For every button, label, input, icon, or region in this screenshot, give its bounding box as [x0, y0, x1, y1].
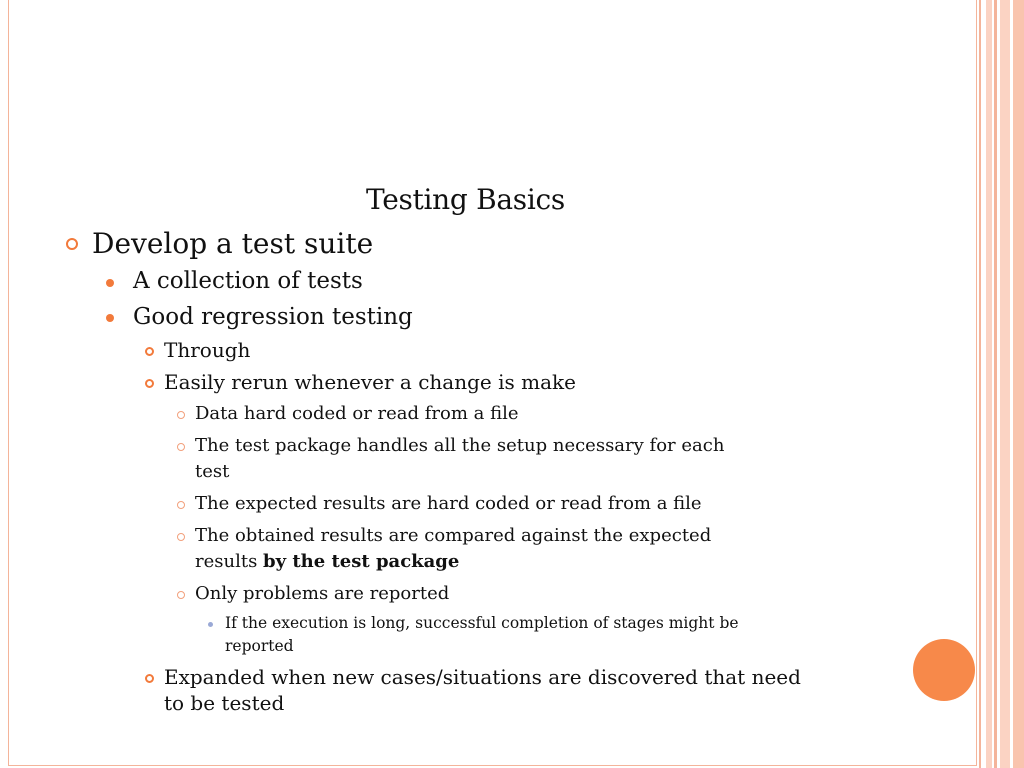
bullet-data-hard-coded: Data hard coded or read from a file: [195, 403, 519, 424]
level2-bullet-icon: [106, 314, 114, 322]
bold-emphasis: by the test package: [263, 551, 460, 572]
bullet-easily-rerun: Easily rerun whenever a change is make: [164, 370, 576, 394]
bullet-line: The obtained results are compared against the expected: [195, 525, 712, 546]
bullet-line: If the execution is long, successful completion of stages might be: [225, 614, 739, 632]
bullet-good-regression-testing: Good regression testing: [133, 304, 413, 330]
bullet-collection-of-tests: A collection of tests: [133, 268, 363, 294]
right-stripe-2: [986, 0, 992, 768]
bullet-line: to be tested: [164, 691, 285, 715]
bullet-line: reported: [225, 637, 294, 655]
bullet-execution-long: [225, 612, 739, 658]
bullet-test-package-setup: [195, 433, 724, 485]
bullet-only-problems-reported: Only problems are reported: [195, 583, 450, 604]
bullet-line: Expanded when new cases/situations are discovered that need: [164, 665, 801, 689]
bullet-text: results: [195, 551, 264, 572]
bullet-expected-results: The expected results are hard coded or read from a file: [195, 493, 702, 514]
bullet-line: The test package handles all the setup necessary for each: [195, 435, 725, 456]
right-stripe-5: [1013, 0, 1024, 768]
level3-bullet-icon: [145, 347, 154, 356]
level4-bullet-icon: [177, 501, 185, 509]
bullet-through: Through: [164, 338, 251, 362]
bullet-develop-test-suite: Develop a test suite: [92, 227, 374, 260]
level3-bullet-icon: [145, 674, 154, 683]
level4-bullet-icon: [177, 411, 185, 419]
bullet-expanded-new-cases: [164, 664, 801, 716]
right-stripe-4: [1000, 0, 1010, 768]
right-stripe-3: [994, 0, 997, 768]
level3-bullet-icon: [145, 379, 154, 388]
bullet-obtained-results: [195, 523, 711, 575]
slide-title: Testing Basics: [366, 183, 565, 216]
bullet-line: [195, 549, 711, 575]
decorative-circle: [913, 639, 975, 701]
level5-bullet-icon: [208, 622, 213, 627]
level2-bullet-icon: [106, 279, 114, 287]
bullet-line: test: [195, 461, 230, 482]
level4-bullet-icon: [177, 443, 185, 451]
level1-bullet-icon: [66, 238, 78, 250]
right-stripe-1: [979, 0, 981, 768]
level4-bullet-icon: [177, 591, 185, 599]
level4-bullet-icon: [177, 533, 185, 541]
